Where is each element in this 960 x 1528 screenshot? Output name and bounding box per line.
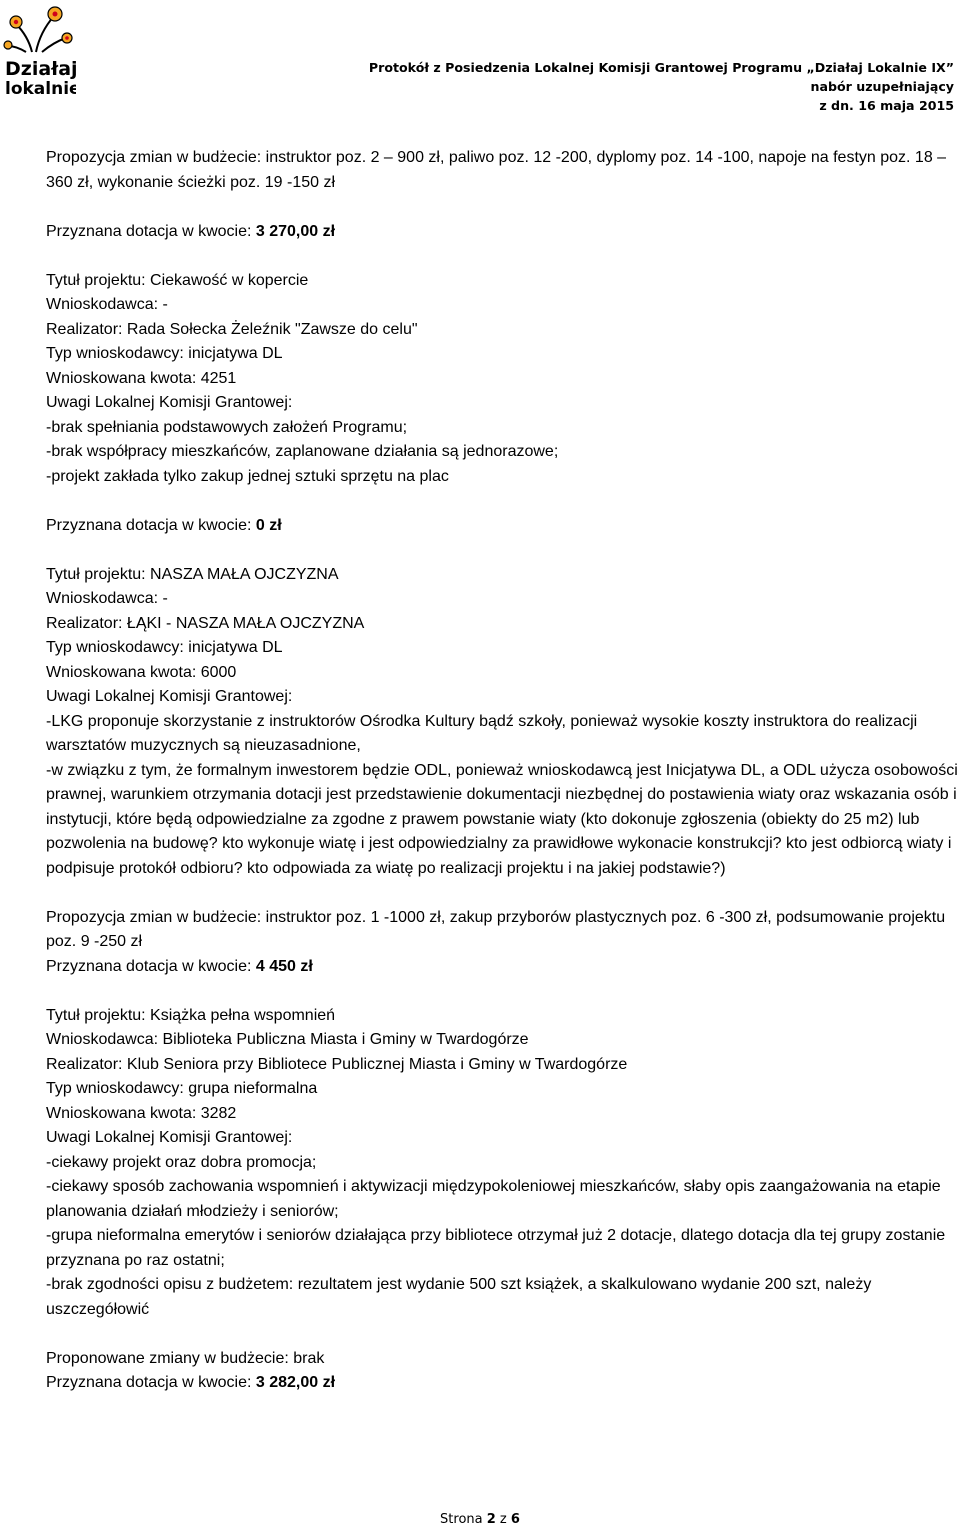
committee-note: -LKG proponuje skorzystanie z instruktorów Ośrodka Kultury bądź szkoły, ponieważ wysokie koszty instruktora do realizacji warsztatów muzycznych są nieuzasadnione, xyxy=(46,712,918,754)
grant-line xyxy=(46,220,958,245)
project-applicant: Wnioskodawca: - xyxy=(46,296,168,313)
grant-value: 0 zł xyxy=(255,516,282,534)
grant-value: 3 282,00 zł xyxy=(255,1374,336,1391)
project-realizer: Realizator: Rada Sołecka Żeleźnik "Zawsze do celu" xyxy=(46,320,418,338)
page-label: Strona xyxy=(440,1512,487,1527)
project-ciekawosc-w-kopercie xyxy=(46,269,958,539)
grant-line xyxy=(46,955,958,980)
committee-note: -brak współpracy mieszkańców, zaplanowane działania są jednorazowe; xyxy=(46,443,559,460)
project-requested-amount: Wnioskowana kwota: 4251 xyxy=(46,369,237,387)
committee-note: -projekt zakłada tylko zakup jednej sztuki sprzętu na plac xyxy=(46,467,449,485)
project-title: Tytuł projektu: NASZA MAŁA OJCZYZNA xyxy=(46,565,339,583)
grant-label: Przyznana dotacja w kwocie: xyxy=(46,957,256,975)
project-requested-amount: Wnioskowana kwota: 3282 xyxy=(46,1104,237,1122)
project-title: Tytuł projektu: Książka pełna wspomnień xyxy=(46,1006,336,1024)
logo-text-line1: Działaj xyxy=(5,58,76,80)
project-title: Tytuł projektu: Ciekawość w kopercie xyxy=(46,271,309,289)
project-realizer: Realizator: Klub Seniora przy Bibliotece Publicznej Miasta i Gminy w Twardogórze xyxy=(46,1055,628,1073)
page-current: 2 xyxy=(486,1512,496,1527)
project-applicant-type: Typ wnioskodawcy: inicjatywa DL xyxy=(46,639,283,656)
project-applicant: Wnioskodawca: Biblioteka Publiczna Miasta i Gminy w Twardogórze xyxy=(46,1031,529,1048)
header-title: Protokół z Posiedzenia Lokalnej Komisji Grantowej Programu „Działaj Lokalnie IX” xyxy=(368,60,954,75)
committee-note: -grupa nieformalna emerytów i seniorów działająca przy bibliotece otrzymał już 2 dotacje, dlatego dotacja dla tej grupy zostanie przyznana po raz ostatni; xyxy=(46,1227,946,1269)
page-total: 6 xyxy=(510,1512,520,1527)
project-requested-amount: Wnioskowana kwota: 6000 xyxy=(46,663,237,681)
project-applicant: Wnioskodawca: - xyxy=(46,590,168,607)
grant-label: Przyznana dotacja w kwocie: xyxy=(46,1374,256,1391)
logo-graphic xyxy=(2,2,76,98)
project-realizer: Realizator: ŁĄKI - NASZA MAŁA OJCZYZNA xyxy=(46,614,365,632)
project-applicant-type: Typ wnioskodawcy: grupa nieformalna xyxy=(46,1080,318,1097)
committee-notes-label: Uwagi Lokalnej Komisji Grantowej: xyxy=(46,1129,293,1146)
document-body xyxy=(46,146,958,1396)
page-footer xyxy=(0,1512,960,1527)
grant-line xyxy=(46,514,958,539)
header-subtitle: nabór uzupełniający xyxy=(810,79,954,94)
committee-notes-label: Uwagi Lokalnej Komisji Grantowej: xyxy=(46,394,293,411)
grant-line xyxy=(46,1371,958,1396)
grant-value: 3 270,00 zł xyxy=(255,222,336,240)
project-applicant-type: Typ wnioskodawcy: inicjatywa DL xyxy=(46,345,283,362)
committee-note: -w związku z tym, że formalnym inwestorem będzie ODL, ponieważ wnioskodawcą jest Inicjatywa DL, a ODL użycza osobowości prawnej, warunkiem otrzymania dotacji jest przedstawienie dokumentacji niezbędnej do postawienia wiaty oraz wskazania osób i instytucji, które będą odpowiedzialne za zgodne z prawem powstanie wiaty (kto dokonuje zgłoszenia (obiekty do 25 m2) lub pozwolenia na budowę? kto wykonuje wiatę i jest odpowiedzialny za prawidłowe wykonacie konstrukcji? kto jest odbiorcą wiaty i podpisuje protokół odbioru? kto odpowiada za wiatę po realizacji projektu i na jakiej podstawie?) xyxy=(46,761,958,877)
committee-note: -brak spełniania podstawowych założeń Programu; xyxy=(46,418,408,436)
budget-proposal: Propozycja zmian w budżecie: instruktor poz. 2 – 900 zł, paliwo poz. 12 -200, dyplomy poz. 14 -100, napoje na festyn poz. 18 – 360 zł, wykonanie ścieżki poz. 19 -150 zł xyxy=(46,149,947,191)
budget-proposal: Proponowane zmiany w budżecie: brak xyxy=(46,1349,325,1367)
committee-note: -brak zgodności opisu z budżetem: rezultatem jest wydanie 500 szt książek, a skalkulowano wydanie 200 szt, należy uszczegółowić xyxy=(46,1276,872,1318)
header-date: z dn. 16 maja 2015 xyxy=(819,98,954,113)
document-header xyxy=(369,58,954,115)
committee-note: -ciekawy sposób zachowania wspomnień i aktywizacji międzypokoleniowej mieszkańców, słaby opis zaangażowania na etapie planowania działań młodzieży i seniorów; xyxy=(46,1178,941,1220)
committee-note: -ciekawy projekt oraz dobra promocja; xyxy=(46,1153,317,1171)
committee-notes-label: Uwagi Lokalnej Komisji Grantowej: xyxy=(46,688,293,705)
dzialaj-lokalnie-logo xyxy=(2,2,76,98)
logo-text-line2: lokalnie xyxy=(5,79,76,98)
project-nasza-mala-ojczyzna xyxy=(46,563,958,980)
budget-proposal: Propozycja zmian w budżecie: instruktor poz. 1 -1000 zł, zakup przyborów plastycznych poz. 6 -300 zł, podsumowanie projektu poz. 9 -250 zł xyxy=(46,908,946,950)
project-ksiazka-pelna-wspomnien xyxy=(46,1004,958,1396)
grant-label: Przyznana dotacja w kwocie: xyxy=(46,516,256,534)
grant-label: Przyznana dotacja w kwocie: xyxy=(46,222,256,240)
grant-value: 4 450 zł xyxy=(255,957,313,975)
page-separator: z xyxy=(495,1512,511,1527)
